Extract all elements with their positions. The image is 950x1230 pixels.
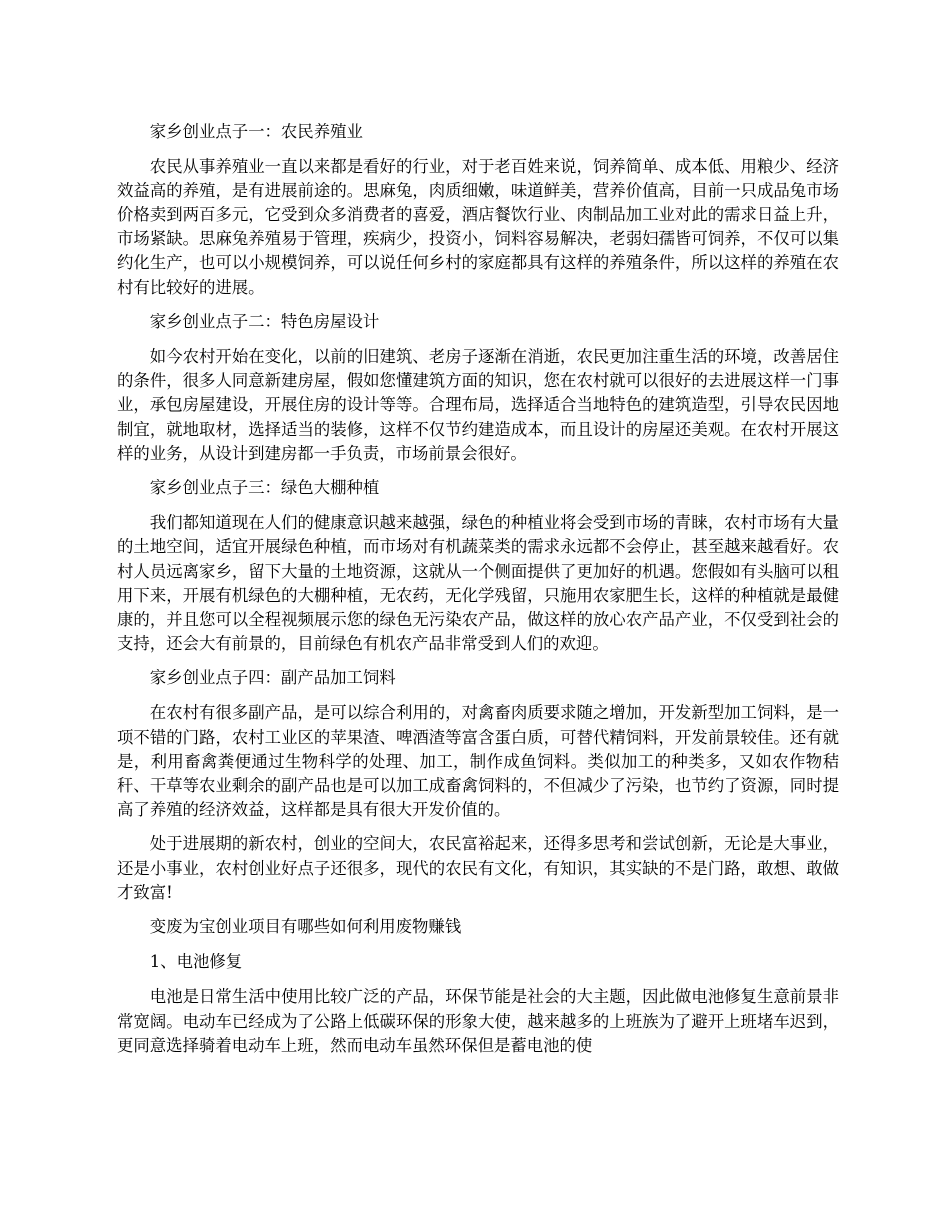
section-heading-1: 家乡创业点子一：农民养殖业 [149,122,363,141]
section-heading-2: 家乡创业点子二：特色房屋设计 [149,312,380,332]
document-page [117,120,839,1068]
body-paragraph-2: 如今农村开始在变化，以前的旧建筑、老房子逐渐在消逝，农民更加注重生活的环境，改善居住的条件，很多人同意新建房屋，假如您懂建筑方面的知识，您在农村就可以很好的去进展这样一门事业，承包房屋建设，开展住房的设计等等。合理布局，选择适合当地特色的建筑造型，引导农民因地制宜，就地取材，选择适当的装修，这样不仅节约建造成本，而且设计的房屋还美观。在农村开展这样的业务，从设计到建房都一手负责，市场前景会很好。 [117,347,839,463]
section-heading-3: 家乡创业点子三：绿色大棚种植 [149,478,380,498]
body-paragraph-1: 农民从事养殖业一直以来都是看好的行业，对于老百姓来说，饲养简单、成本低、用粮少、经济效益高的养殖，是有进展前途的。思麻兔，肉质细嫩，味道鲜美，营养价值高，目前一只成品兔市场价格卖到两百多元，它受到众多消费者的喜爱，酒店餐饮行业、肉制品加工业对此的需求日益上升，市场紧缺。思麻兔养殖易于管理，疾病少，投资小，饲料容易解决，老弱妇孺皆可饲养，不仅可以集约化生产，也可以小规模饲养，可以说任何乡村的家庭都具有这样的养殖条件，所以这样的养殖在农村有比较好的进展。 [117,157,839,297]
body-paragraph-6: 电池是日常生活中使用比较广泛的产品，环保节能是社会的大主题，因此做电池修复生意前景非常宽阔。电动车已经成为了公路上低碳环保的形象大使，越来越多的上班族为了避开上班堵车迟到，更同意选择骑着电动车上班，然而电动车虽然环保但是蓄电池的使 [117,987,839,1055]
section-heading-5: 变废为宝创业项目有哪些如何利用废物赚钱 [149,917,462,937]
body-paragraph-4: 在农村有很多副产品，是可以综合利用的，对禽畜肉质要求随之增加，开发新型加工饲料，是一项不错的门路，农村工业区的苹果渣、啤酒渣等富含蛋白质，可替代精饲料，开发前景较佳。还有就是，利用畜禽粪便通过生物科学的处理、加工，制作成鱼饲料。类似加工的种类多，又如农作物秸秆、干草等农业剩余的副产品也是可以加工成畜禽饲料的，不但减少了污染，也节约了资源，同时提高了养殖的经济效益，这样都是具有很大开发价值的。 [117,703,839,819]
subsection-heading-1: 1、电池修复 [149,952,243,972]
body-paragraph-5: 处于进展期的新农村，创业的空间大，农民富裕起来，还得多思考和尝试创新，无论是大事业，还是小事业，农村创业好点子还很多，现代的农民有文化，有知识，其实缺的不是门路，敢想、敢做才致富! [117,834,839,902]
body-paragraph-3: 我们都知道现在人们的健康意识越来越强，绿色的种植业将会受到市场的青睐，农村市场有大量的土地空间，适宜开展绿色种植，而市场对有机蔬菜类的需求永远都不会停止，甚至越来越看好。农村人员远离家乡，留下大量的土地资源，这就从一个侧面提供了更加好的机遇。您假如有头脑可以租用下来，开展有机绿色的大棚种植，无农药，无化学残留，只施用农家肥生长，这样的种植就是最健康的，并且您可以全程视频展示您的绿色无污染农产品，做这样的放心农产品产业，不仅受到社会的支持，还会大有前景的，目前绿色有机农产品非常受到人们的欢迎。 [117,513,839,653]
section-heading-4: 家乡创业点子四：副产品加工饲料 [149,668,396,688]
